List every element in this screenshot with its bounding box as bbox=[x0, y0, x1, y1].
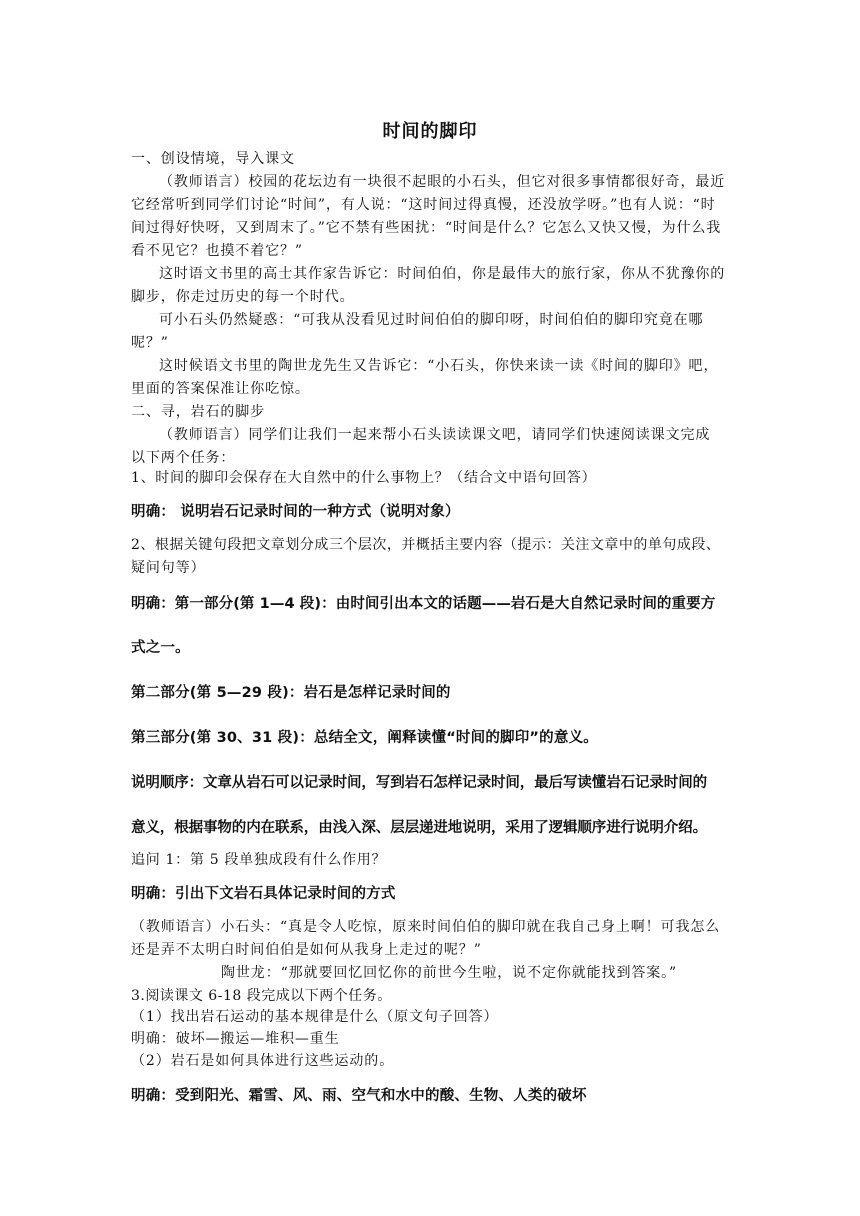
paragraph-line: 以下两个任务： bbox=[131, 450, 236, 466]
question-line: 追问 1：第 5 段单独成段有什么作用？ bbox=[131, 852, 387, 868]
paragraph-line: 间过得好快呀，又到周末了。”它不禁有些困扰：“时间是什么？它怎么又快又慢，为什么我 bbox=[131, 220, 722, 236]
paragraph-line: 看不见它？也摸不着它？” bbox=[131, 243, 303, 259]
answer-line: 明确：受到阳光、霜雪、风、雨、空气和水中的酸、生物、人类的破坏 bbox=[131, 1088, 587, 1104]
paragraph-line: （教师语言）同学们让我们一起来帮小石头读读课文吧，请同学们快速阅读课文完成 bbox=[159, 427, 711, 443]
paragraph-line: （教师语言）校园的花坛边有一块很不起眼的小石头，但它对很多事情都很好奇，最近 bbox=[159, 174, 726, 190]
answer-line: 明确： 说明岩石记录时间的一种方式（说明对象） bbox=[131, 504, 460, 520]
paragraph-line: 陶世龙：“那就要回忆回忆你的前世今生啦，说不定你就能找到答案。” bbox=[221, 965, 678, 981]
paragraph-line: 它经常听到同学们讨论“时间”，有人说：“这时间过得真慢，还没放学呀。”也有人说：“时 bbox=[131, 197, 716, 213]
section-heading-2: 二、寻，岩石的脚步 bbox=[131, 404, 266, 420]
task-item: （2）岩石是如何具体进行这些运动的。 bbox=[131, 1053, 395, 1069]
document-title: 时间的脚印 bbox=[382, 121, 478, 142]
paragraph-line: 里面的答案保准让你吃惊。 bbox=[131, 381, 310, 397]
answer-line: 明确：破坏—搬运—堆积—重生 bbox=[131, 1031, 340, 1047]
answer-line: 第三部分(第 30、31 段)：总结全文，阐释读懂“时间的脚印”的意义。 bbox=[131, 730, 598, 746]
answer-line: 意义，根据事物的内在联系，由浅入深、层层递进地说明，采用了逻辑顺序进行说明介绍。 bbox=[131, 820, 707, 836]
paragraph-line: 这时语文书里的高士其作家告诉它：时间伯伯，你是最伟大的旅行家，你从不犹豫你的 bbox=[159, 266, 726, 282]
question-line: 1、时间的脚印会保存在大自然中的什么事物上？（结合文中语句回答） bbox=[131, 470, 597, 486]
question-line: 疑问句等） bbox=[131, 560, 206, 576]
answer-line: 明确：引出下文岩石具体记录时间的方式 bbox=[131, 886, 396, 902]
answer-line: 第二部分(第 5—29 段)：岩石是怎样记录时间的 bbox=[131, 685, 451, 701]
paragraph-line: 脚步，你走过历史的每一个时代。 bbox=[131, 289, 355, 305]
paragraph-line: 还是弄不太明白时间伯伯是如何从我身上走过的呢？” bbox=[131, 942, 482, 958]
task-heading: 3.阅读课文 6-18 段完成以下两个任务。 bbox=[131, 988, 392, 1004]
answer-line: 说明顺序：文章从岩石可以记录时间，写到岩石怎样记录时间，最后写读懂岩石记录时间的 bbox=[131, 775, 707, 791]
paragraph-line: 这时候语文书里的陶世龙先生又告诉它：“小石头，你快来读一读《时间的脚印》吧， bbox=[159, 358, 719, 374]
paragraph-line: 可小石头仍然疑惑：“可我从没看见过时间伯伯的脚印呀，时间伯伯的脚印究竟在哪 bbox=[159, 312, 704, 328]
task-item: （1）找出岩石运动的基本规律是什么（原文句子回答） bbox=[131, 1009, 499, 1025]
answer-line: 明确：第一部分(第 1—4 段)：由时间引出本文的话题——岩石是大自然记录时间的重要方 bbox=[131, 596, 716, 612]
answer-line: 式之一。 bbox=[131, 640, 190, 656]
paragraph-line: 呢？” bbox=[131, 335, 169, 351]
paragraph-line: （教师语言）小石头：“真是令人吃惊，原来时间伯伯的脚印就在我自己身上啊！可我怎么 bbox=[131, 919, 721, 935]
question-line: 2、根据关键句段把文章划分成三个层次，并概括主要内容（提示：关注文章中的单句成段、 bbox=[131, 537, 721, 553]
section-heading-1: 一、创设情境，导入课文 bbox=[131, 151, 295, 167]
